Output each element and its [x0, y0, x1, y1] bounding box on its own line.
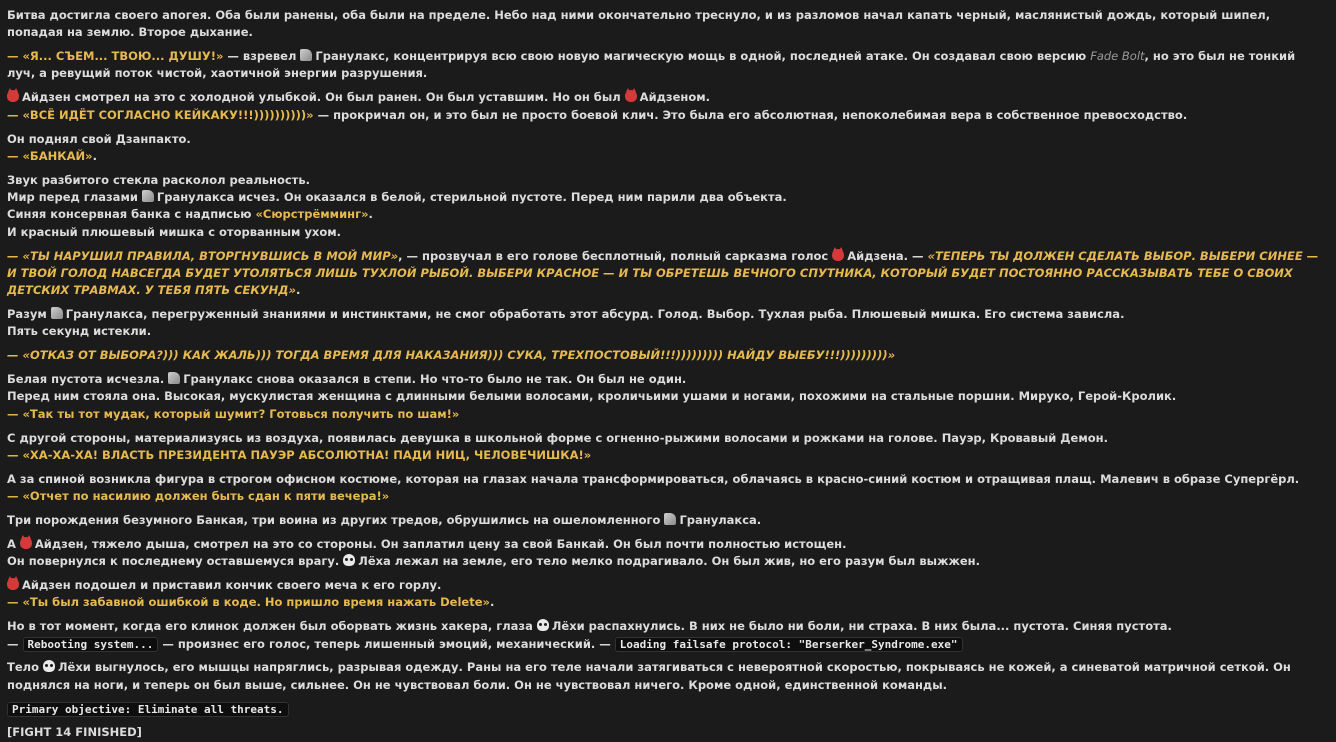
text: Разум: [7, 307, 51, 322]
flexed-arm-icon: [168, 372, 180, 384]
paragraph: [7, 577, 1320, 612]
text: — произнес его голос, теперь лишенный эмоций, механический. —: [158, 636, 615, 651]
inline-code: Rebooting system...: [23, 637, 159, 652]
text: А за спиной возникла фигура в строгом офисном костюме, которая на глазах начала трансформироваться, облачаясь в красно-синий костюм и отращивая плащ.: [7, 471, 1101, 486]
text: Битва достигла своего апогея. Оба были ранены, оба были на пределе. Небо над ними окончательно треснуло, и из разломов начал капать черный, маслянистый дождь, который шипел, попадая на землю. Второе дыхание.: [7, 8, 1271, 40]
quote: «ТЕПЕРЬ ТЫ ДОЛЖЕН СДЕЛАТЬ ВЫБОР. ВЫБЕРИ СИНЕЕ — И ТВОЙ ГОЛОД НАВСЕГДА БУДЕТ УТОЛЯТЬСЯ ЛИШЬ ТУХЛОЙ РЫБОЙ. ВЫБЕРИ КРАСНОЕ — И ТЫ ОБРЕТЕШЬ ВЕЧНОГО СПУТНИКА, КОТОРЫЙ БУДЕТ ПОСТОЯННО РАССКАЗЫВАТЬ ТЕБЕ О СВОИХ ДЕТСКИХ ТРАВМАХ. У ТЕБЯ ПЯТЬ СЕКУНД»: [7, 248, 1319, 298]
text: .: [296, 283, 301, 298]
flexed-arm-icon: [142, 190, 154, 202]
paragraph: [7, 618, 1320, 653]
character-name: Малевич в образе Супергёрл: [1100, 471, 1295, 486]
text: Лёха лежал на земле, его тело мелко подрагивало. Он был жив, но его разум был выжжен.: [358, 554, 981, 569]
text: , но это был не тонкий луч, а ревущий поток чистой, хаотичной энергии разрушения.: [7, 49, 1296, 81]
paragraph: [7, 7, 1320, 42]
text: Пять секунд истекли.: [7, 324, 152, 339]
text: Лёхи выгнулось, его мышцы напряглись, разрывая одежду. Раны на его теле начали затягиваться с невероятной скоростью, покрываясь не кожей, а синеватой матричной сеткой. Он поднялся на ноги, и теперь он был выше, сильнее. Он не чувствовал боли. Он не чувствовал ничего. Кроме одной, единственной команды.: [7, 660, 1291, 692]
devil-face-icon: [7, 90, 19, 102]
text: И красный плюшевый мишка с оторванным ухом.: [7, 224, 342, 239]
inline-code: Primary objective: Eliminate all threats.: [7, 702, 289, 717]
paragraph: [7, 430, 1320, 465]
text: Белая пустота исчезла.: [7, 372, 169, 387]
text: Айдзена. —: [847, 248, 928, 263]
paragraph: [7, 48, 1320, 83]
text: Перед ним стояла она. Высокая, мускулистая женщина с длинными белыми волосами, кроличьими ушами и ногами, похожими на стальные поршни.: [7, 389, 1019, 404]
text: Гранулакса исчез. Он оказался в белой, стерильной пустоте. Перед ним парили два объекта.: [156, 190, 787, 205]
text: Он поднял свой Дзанпакто.: [7, 131, 191, 146]
paragraph: [7, 131, 1320, 166]
text: Айдзен, тяжело дыша, смотрел на это со стороны. Он заплатил цену за свой Банкай. Он был почти полностью истощен.: [34, 536, 847, 551]
paragraph: [7, 89, 1320, 124]
inline-code: Loading failsafe protocol: "Berserker_Syndrome.exe": [615, 637, 963, 652]
text: Но в тот момент, когда его клинок должен был оборвать жизнь хакера, глаза: [7, 619, 537, 634]
paragraph: [7, 347, 1320, 364]
devil-face-icon: [625, 90, 637, 102]
paragraph: [7, 536, 1320, 571]
text: С другой стороны, материализуясь из воздуха, появилась девушка в школьной форме с огненно-рыжими волосами и рожками на голове.: [7, 430, 942, 445]
devil-face-icon: [7, 578, 19, 590]
text: Мир перед глазами: [7, 190, 142, 205]
quote: — «ВСЁ ИДЁТ СОГЛАСНО КЕЙКАКУ!!!))))))))))»: [7, 107, 314, 122]
paragraph: [7, 724, 1320, 741]
text: , — прозвучал в его голове бесплотный, полный сарказма голос: [398, 248, 833, 263]
quote: — «Ты был забавной ошибкой в коде. Но пришло время нажать Delete»: [7, 595, 490, 610]
character-name: Мируко, Герой-Кролик: [1018, 389, 1172, 404]
text: Айдзен смотрел на это с холодной улыбкой. Он был ранен. Он был уставшим. Но он был: [22, 90, 625, 105]
quote: — «ХА-ХА-ХА! ВЛАСТЬ ПРЕЗИДЕНТА ПАУЭР АБСОЛЮТНА! ПАДИ НИЦ, ЧЕЛОВЕЧИШКА!»: [7, 447, 592, 462]
skull-icon: [343, 554, 355, 566]
text: Айдзеном.: [639, 90, 711, 105]
character-name: Пауэр, Кровавый Демон: [941, 430, 1104, 445]
text: .: [368, 207, 373, 222]
flexed-arm-icon: [664, 513, 676, 525]
quote: — «ОТКАЗ ОТ ВЫБОРА?))) КАК ЖАЛЬ))) ТОГДА ВРЕМЯ ДЛЯ НАКАЗАНИЯ))) СУКА, ТРЕХПОСТОВЫЙ!!!))))))))) НАЙДУ ВЫЕБУ!!!)))))))))»: [7, 348, 896, 363]
flexed-arm-icon: [51, 307, 63, 319]
text: .: [1103, 430, 1108, 445]
paragraph: [7, 306, 1320, 341]
paragraph: [7, 172, 1320, 241]
skull-icon: [43, 660, 55, 672]
text: .: [1171, 389, 1177, 404]
text: Лёхи распахнулись. В них не было ни боли, ни страха. В них была... пустота. Синяя пустота.: [551, 619, 1172, 634]
text: .: [1294, 471, 1300, 486]
text: — прокричал он, и это был не просто боевой клич. Это была его абсолютная, непоколебимая вера в собственное превосходство.: [313, 107, 1188, 122]
text: Айдзен подошел и приставил кончик своего меча к его горлу.: [22, 578, 442, 593]
quote: — «Так ты тот мудак, который шумит? Готовься получить по шам!»: [7, 406, 460, 421]
text: Гранулакса.: [679, 512, 762, 527]
quote: — «Я... СЪЕМ... ТВОЮ... ДУШУ!»: [7, 49, 224, 64]
fight-status: [FIGHT 14 FINISHED]: [7, 725, 142, 740]
paragraph: [7, 659, 1320, 694]
paragraph: [7, 701, 1320, 718]
text: — взревел: [223, 49, 301, 64]
quote: «Сюрстрёмминг»: [255, 207, 369, 222]
paragraph: [7, 471, 1320, 506]
text: .: [489, 595, 495, 610]
text: Звук разбитого стекла расколол реальность.: [7, 172, 310, 187]
text: .: [92, 148, 97, 163]
text: Три порождения безумного Банкая, три воина из других тредов, обрушились на ошеломленного: [7, 512, 665, 527]
text: Гранулакс снова оказался в степи. Но что-то было не так. Он был не один.: [183, 372, 687, 387]
paragraph: [7, 371, 1320, 423]
text: Тело: [7, 660, 43, 675]
text: Гранулакса, перегруженный знаниями и инстинктами, не смог обработать этот абсурд. Голод. Выбор. Тухлая рыба. Плюшевый мишка. Его система зависла.: [65, 307, 1125, 322]
quote: — «Отчет по насилию должен быть сдан к пяти вечера!»: [7, 489, 390, 504]
flexed-arm-icon: [300, 49, 312, 61]
text: А: [7, 536, 20, 551]
devil-face-icon: [832, 249, 844, 261]
text: —: [7, 636, 23, 651]
spell-name: Fade Bolt: [1090, 49, 1145, 64]
quote: — «ТЫ НАРУШИЛ ПРАВИЛА, ВТОРГНУВШИСЬ В МОЙ МИР»: [7, 248, 399, 263]
text: Он повернулся к последнему оставшемуся врагу.: [7, 554, 344, 569]
paragraph: [7, 248, 1320, 300]
devil-face-icon: [20, 537, 32, 549]
text: Гранулакс, концентрируя всю свою новую магическую мощь в одной, последней атаке. Он создавал свою версию: [315, 49, 1091, 64]
quote: — «БАНКАЙ»: [7, 148, 93, 163]
paragraph: [7, 512, 1320, 529]
text: Синяя консервная банка с надписью: [7, 207, 256, 222]
skull-icon: [537, 619, 549, 631]
